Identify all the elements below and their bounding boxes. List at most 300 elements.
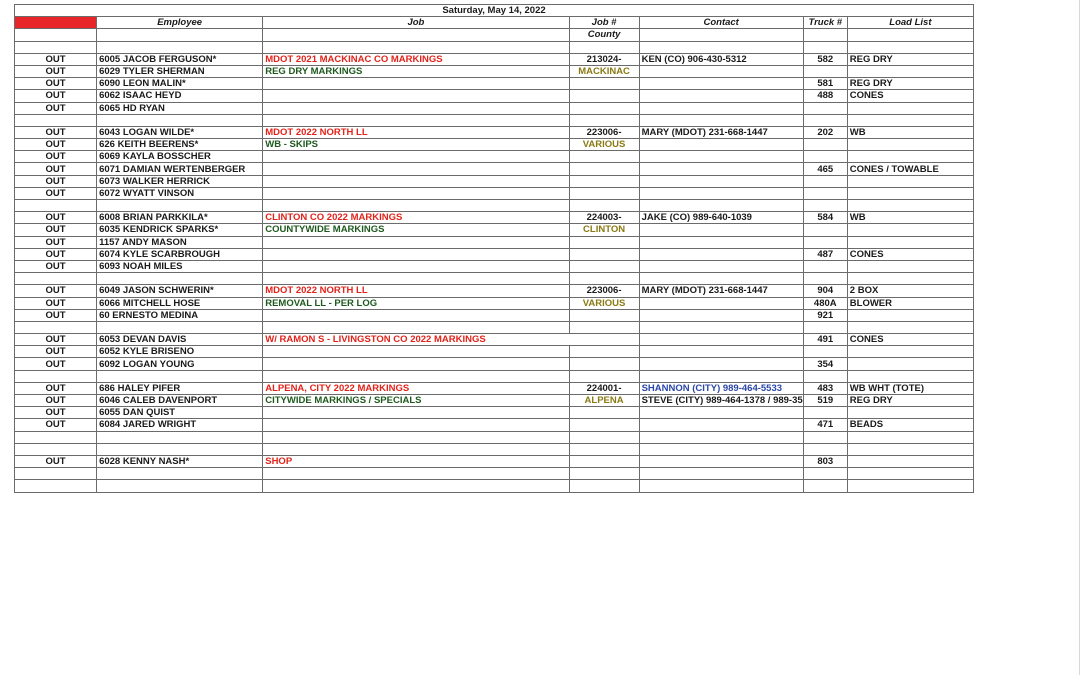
time-cell: OUT [15,187,97,199]
time-cell: OUT [15,285,97,297]
contact-cell [639,309,803,321]
jobno-header: Job # [569,17,639,29]
time-cell: OUT [15,175,97,187]
truck-cell: 921 [803,309,847,321]
contact-cell [639,187,803,199]
job-cell: REG DRY MARKINGS [263,65,569,77]
empty-cell [847,29,973,41]
empty-cell [263,29,569,41]
truck-cell: 519 [803,395,847,407]
contact-cell [639,78,803,90]
job-cell [263,236,569,248]
jobno-cell [569,90,639,102]
truck-cell [803,187,847,199]
time-cell: OUT [15,90,97,102]
load-cell: WB [847,212,973,224]
employee-cell: 686 HALEY PIFER [97,382,263,394]
table-row [15,175,974,187]
contact-cell [639,419,803,431]
table-row [15,126,974,138]
employee-cell: 6046 CALEB DAVENPORT [97,395,263,407]
time-cell [15,200,97,212]
employee-cell: 6005 JACOB FERGUSON* [97,53,263,65]
jobno-cell: VARIOUS [569,139,639,151]
employee-cell: 6092 LOGAN YOUNG [97,358,263,370]
job-cell [263,419,569,431]
contact-cell [639,114,803,126]
time-cell [15,468,97,480]
table-row [15,382,974,394]
blank-row [15,273,974,285]
truck-cell: 487 [803,248,847,260]
schedule-table [14,4,974,493]
county-header: County [569,29,639,41]
jobno-cell [569,443,639,455]
employee-cell [97,200,263,212]
truck-cell [803,224,847,236]
table-row [15,358,974,370]
header-row [15,17,974,29]
time-cell: OUT [15,53,97,65]
employee-cell: 6028 KENNY NASH* [97,455,263,467]
truck-cell [803,407,847,419]
job-cell [263,273,569,285]
load-cell [847,41,973,53]
time-cell [15,321,97,333]
load-cell: REG DRY [847,395,973,407]
time-cell: OUT [15,65,97,77]
contact-cell [639,358,803,370]
job-cell [263,321,569,333]
contact-cell: KEN (CO) 906-430-5312 [639,53,803,65]
employee-cell [97,321,263,333]
contact-cell [639,151,803,163]
time-cell: OUT [15,236,97,248]
contact-cell [639,370,803,382]
truck-cell [803,236,847,248]
load-cell [847,358,973,370]
truck-cell [803,102,847,114]
empty-cell [97,29,263,41]
table-row [15,419,974,431]
table-row [15,334,974,346]
employee-cell: 6071 DAMIAN WERTENBERGER [97,163,263,175]
table-row [15,187,974,199]
truck-cell [803,200,847,212]
table-row [15,151,974,163]
contact-cell: MARY (MDOT) 231-668-1447 [639,285,803,297]
employee-cell: 1157 ANDY MASON [97,236,263,248]
job-cell [263,163,569,175]
employee-cell: 6052 KYLE BRISENO [97,346,263,358]
truck-cell: 202 [803,126,847,138]
load-cell: CONES [847,90,973,102]
job-cell [263,443,569,455]
time-cell: OUT [15,358,97,370]
job-cell [263,200,569,212]
jobno-cell: 224003- [569,212,639,224]
job-cell: COUNTYWIDE MARKINGS [263,224,569,236]
job-cell [263,346,569,358]
table-row [15,102,974,114]
blank-row [15,200,974,212]
table-row [15,395,974,407]
truck-cell: 581 [803,78,847,90]
contact-cell [639,297,803,309]
jobno-cell [569,358,639,370]
jobno-cell [569,273,639,285]
employee-cell: 626 KEITH BEERENS* [97,139,263,151]
jobno-cell: 213024- [569,53,639,65]
jobno-cell [569,248,639,260]
time-cell [15,41,97,53]
employee-cell [97,443,263,455]
job-cell [263,431,569,443]
truck-cell [803,346,847,358]
truck-cell [803,443,847,455]
truck-cell: 483 [803,382,847,394]
contact-cell [639,248,803,260]
empty-cell [639,29,803,41]
employee-cell: 6062 ISAAC HEYD [97,90,263,102]
job-cell: CITYWIDE MARKINGS / SPECIALS [263,395,569,407]
load-cell: REG DRY [847,78,973,90]
table-row [15,407,974,419]
job-cell [263,260,569,272]
title-row [15,5,974,17]
load-cell: WB [847,126,973,138]
contact-cell [639,273,803,285]
jobno-cell [569,260,639,272]
truck-cell: 480A [803,297,847,309]
truck-cell: 904 [803,285,847,297]
job-cell: SHOP [263,455,569,467]
load-cell [847,468,973,480]
job-cell [263,309,569,321]
jobno-cell [569,407,639,419]
table-row [15,139,974,151]
truck-cell [803,370,847,382]
table-row [15,65,974,77]
time-header: Time [15,17,97,29]
blank-row [15,480,974,492]
time-cell: OUT [15,395,97,407]
jobno-cell [569,175,639,187]
blank-row [15,431,974,443]
table-row [15,236,974,248]
job-cell: W/ RAMON S - LIVINGSTON CO 2022 MARKINGS [263,334,639,346]
job-cell: CLINTON CO 2022 MARKINGS [263,212,569,224]
jobno-cell [569,41,639,53]
contact-cell: SHANNON (CITY) 989-464-5533 [639,382,803,394]
load-cell [847,175,973,187]
table-row [15,297,974,309]
truck-cell: 803 [803,455,847,467]
time-cell: OUT [15,139,97,151]
contact-cell: JAKE (CO) 989-640-1039 [639,212,803,224]
employee-cell [97,41,263,53]
job-cell [263,114,569,126]
truck-cell: 471 [803,419,847,431]
employee-cell [97,273,263,285]
job-cell [263,151,569,163]
load-cell [847,200,973,212]
contact-cell [639,139,803,151]
job-cell [263,78,569,90]
jobno-cell [569,236,639,248]
employee-cell: 6008 BRIAN PARKKILA* [97,212,263,224]
truck-cell: 488 [803,90,847,102]
load-cell [847,139,973,151]
jobno-cell: 224001- [569,382,639,394]
load-cell [847,260,973,272]
jobno-cell [569,163,639,175]
jobno-cell: MACKINAC [569,65,639,77]
job-cell [263,480,569,492]
load-cell [847,65,973,77]
job-cell [263,248,569,260]
table-row [15,90,974,102]
time-cell: OUT [15,212,97,224]
truck-cell [803,41,847,53]
header-row-2 [15,29,974,41]
employee-cell: 6043 LOGAN WILDE* [97,126,263,138]
table-row [15,53,974,65]
employee-cell: 6035 KENDRICK SPARKS* [97,224,263,236]
load-cell: WB WHT (TOTE) [847,382,973,394]
truck-cell [803,65,847,77]
job-cell [263,102,569,114]
employee-cell [97,480,263,492]
load-cell [847,455,973,467]
jobno-cell [569,309,639,321]
load-cell [847,236,973,248]
table-row [15,455,974,467]
time-cell [15,443,97,455]
time-cell: OUT [15,102,97,114]
jobno-cell [569,455,639,467]
contact-cell [639,321,803,333]
contact-cell: STEVE (CITY) 989-464-1378 / 989-35 [639,395,803,407]
jobno-cell: VARIOUS [569,297,639,309]
load-cell: BEADS [847,419,973,431]
employee-cell [97,468,263,480]
truck-cell [803,321,847,333]
time-cell: OUT [15,224,97,236]
job-cell [263,41,569,53]
table-row [15,163,974,175]
truck-cell: 584 [803,212,847,224]
load-cell [847,431,973,443]
time-cell: OUT [15,334,97,346]
load-cell [847,187,973,199]
contact-cell [639,236,803,248]
job-cell [263,370,569,382]
time-cell: OUT [15,407,97,419]
time-cell: OUT [15,382,97,394]
truck-cell [803,273,847,285]
table-row [15,346,974,358]
contact-header: Contact [639,17,803,29]
job-cell: MDOT 2022 NORTH LL [263,285,569,297]
jobno-cell [569,102,639,114]
employee-cell [97,114,263,126]
table-row [15,309,974,321]
jobno-cell [569,200,639,212]
contact-cell [639,443,803,455]
time-cell [15,273,97,285]
job-header: Job [263,17,569,29]
contact-cell [639,431,803,443]
jobno-cell [569,431,639,443]
load-cell [847,346,973,358]
contact-cell [639,260,803,272]
table-row [15,212,974,224]
table-row [15,248,974,260]
load-cell: CONES / TOWABLE [847,163,973,175]
load-cell [847,309,973,321]
load-cell: REG DRY [847,53,973,65]
load-cell [847,443,973,455]
time-cell: OUT [15,163,97,175]
jobno-cell [569,151,639,163]
contact-cell [639,468,803,480]
employee-cell [97,370,263,382]
sheet-title: Saturday, May 14, 2022 [15,5,974,17]
load-cell: 2 BOX [847,285,973,297]
jobno-cell: CLINTON [569,224,639,236]
truck-header: Truck # [803,17,847,29]
jobno-cell [569,346,639,358]
blank-row [15,321,974,333]
employee-cell: 6072 WYATT VINSON [97,187,263,199]
load-cell [847,114,973,126]
contact-cell [639,334,803,346]
time-cell: OUT [15,260,97,272]
contact-cell [639,200,803,212]
blank-row [15,370,974,382]
employee-cell: 6093 NOAH MILES [97,260,263,272]
truck-cell: 491 [803,334,847,346]
blank-row [15,468,974,480]
jobno-cell: 223006- [569,285,639,297]
time-cell: OUT [15,419,97,431]
load-cell [847,407,973,419]
employee-cell: 6069 KAYLA BOSSCHER [97,151,263,163]
jobno-cell [569,114,639,126]
truck-cell [803,260,847,272]
truck-cell: 354 [803,358,847,370]
time-cell [15,431,97,443]
time-cell: OUT [15,248,97,260]
time-cell [15,114,97,126]
load-header: Load List [847,17,973,29]
contact-cell [639,346,803,358]
employee-cell: 6049 JASON SCHWERIN* [97,285,263,297]
time-cell: OUT [15,78,97,90]
job-cell: MDOT 2022 NORTH LL [263,126,569,138]
table-row [15,285,974,297]
job-cell [263,468,569,480]
employee-cell: 6090 LEON MALIN* [97,78,263,90]
job-cell [263,90,569,102]
jobno-cell [569,419,639,431]
job-cell: MDOT 2021 MACKINAC CO MARKINGS [263,53,569,65]
time-cell: OUT [15,455,97,467]
contact-cell [639,175,803,187]
table-row [15,260,974,272]
contact-cell [639,455,803,467]
load-cell: CONES [847,248,973,260]
empty-cell [15,29,97,41]
time-cell: OUT [15,297,97,309]
truck-cell: 465 [803,163,847,175]
truck-cell [803,431,847,443]
truck-cell [803,139,847,151]
employee-cell: 60 ERNESTO MEDINA [97,309,263,321]
load-cell [847,480,973,492]
job-cell [263,175,569,187]
employee-cell: 6084 JARED WRIGHT [97,419,263,431]
table-row [15,224,974,236]
truck-cell [803,480,847,492]
contact-cell [639,102,803,114]
time-cell: OUT [15,151,97,163]
jobno-cell [569,468,639,480]
time-cell: OUT [15,309,97,321]
truck-cell [803,468,847,480]
load-cell: BLOWER [847,297,973,309]
employee-cell: 6066 MITCHELL HOSE [97,297,263,309]
job-cell: WB - SKIPS [263,139,569,151]
employee-cell: 6053 DEVAN DAVIS [97,334,263,346]
jobno-cell [569,321,639,333]
truck-cell [803,114,847,126]
load-cell [847,102,973,114]
load-cell [847,224,973,236]
truck-cell [803,175,847,187]
jobno-cell: ALPENA [569,395,639,407]
truck-cell [803,151,847,163]
load-cell [847,321,973,333]
jobno-cell [569,78,639,90]
jobno-cell: 223006- [569,126,639,138]
employee-cell: 6074 KYLE SCARBROUGH [97,248,263,260]
table-row [15,78,974,90]
contact-cell [639,407,803,419]
contact-cell [639,163,803,175]
time-cell [15,370,97,382]
job-cell: ALPENA, CITY 2022 MARKINGS [263,382,569,394]
employee-cell: 6029 TYLER SHERMAN [97,65,263,77]
contact-cell [639,90,803,102]
jobno-cell [569,480,639,492]
time-cell: OUT [15,126,97,138]
employee-header: Employee [97,17,263,29]
load-cell: CONES [847,334,973,346]
jobno-cell [569,370,639,382]
job-cell: REMOVAL LL - PER LOG [263,297,569,309]
contact-cell [639,41,803,53]
load-cell [847,370,973,382]
contact-cell: MARY (MDOT) 231-668-1447 [639,126,803,138]
contact-cell [639,480,803,492]
jobno-cell [569,187,639,199]
load-cell [847,151,973,163]
job-cell [263,407,569,419]
time-cell: OUT [15,346,97,358]
truck-cell: 582 [803,53,847,65]
